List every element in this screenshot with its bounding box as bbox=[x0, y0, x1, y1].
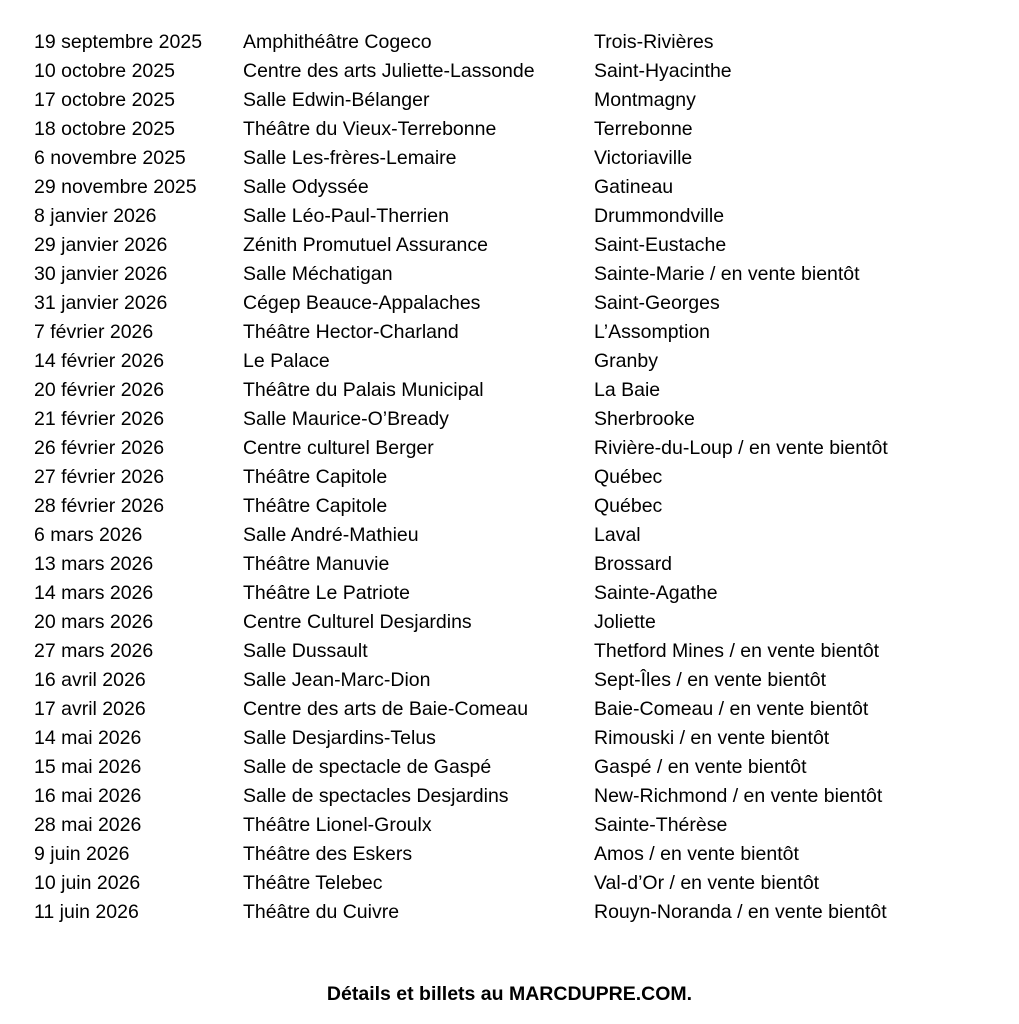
city-name: Baie-Comeau / en vente bientôt bbox=[594, 698, 869, 720]
schedule-row bbox=[34, 144, 994, 173]
venue-name: Salle Desjardins-Telus bbox=[243, 727, 436, 749]
show-date: 15 mai 2026 bbox=[34, 756, 142, 778]
venue-name: Salle Léo-Paul-Therrien bbox=[243, 205, 449, 227]
schedule-row bbox=[34, 115, 994, 144]
schedule-row bbox=[34, 173, 994, 202]
venue-name: Théâtre Lionel-Groulx bbox=[243, 814, 432, 836]
schedule-row bbox=[34, 637, 994, 666]
show-date: 10 octobre 2025 bbox=[34, 60, 175, 82]
schedule-row bbox=[34, 724, 994, 753]
schedule-row bbox=[34, 898, 994, 927]
show-date: 6 mars 2026 bbox=[34, 524, 143, 546]
show-date: 17 octobre 2025 bbox=[34, 89, 175, 111]
schedule-row bbox=[34, 289, 994, 318]
city-name: L’Assomption bbox=[594, 321, 710, 343]
show-date: 27 février 2026 bbox=[34, 466, 165, 488]
city-name: Sherbrooke bbox=[594, 408, 695, 430]
venue-name: Salle André-Mathieu bbox=[243, 524, 419, 546]
venue-name: Théâtre Le Patriote bbox=[243, 582, 410, 604]
show-date: 19 septembre 2025 bbox=[34, 31, 203, 53]
show-date: 27 mars 2026 bbox=[34, 640, 154, 662]
schedule-row bbox=[34, 260, 994, 289]
venue-name: Théâtre des Eskers bbox=[243, 843, 413, 865]
show-date: 16 mai 2026 bbox=[34, 785, 142, 807]
venue-name: Théâtre du Palais Municipal bbox=[243, 379, 484, 401]
city-name: Thetford Mines / en vente bientôt bbox=[594, 640, 880, 662]
city-name: Sainte-Thérèse bbox=[594, 814, 728, 836]
venue-name: Zénith Promutuel Assurance bbox=[243, 234, 488, 256]
show-date: 14 mai 2026 bbox=[34, 727, 142, 749]
city-name: Saint-Eustache bbox=[594, 234, 727, 256]
schedule-row bbox=[34, 492, 994, 521]
city-name: La Baie bbox=[594, 379, 661, 401]
schedule-row bbox=[34, 811, 994, 840]
schedule-row bbox=[34, 840, 994, 869]
show-date: 29 novembre 2025 bbox=[34, 176, 197, 198]
schedule-row bbox=[34, 202, 994, 231]
venue-name: Centre des arts Juliette-Lassonde bbox=[243, 60, 535, 82]
schedule-row bbox=[34, 231, 994, 260]
city-name: Amos / en vente bientôt bbox=[594, 843, 799, 865]
show-date: 29 janvier 2026 bbox=[34, 234, 168, 256]
city-name: Val-d’Or / en vente bientôt bbox=[594, 872, 820, 894]
city-name: Sainte-Agathe bbox=[594, 582, 718, 604]
schedule-row bbox=[34, 608, 994, 637]
show-date: 18 octobre 2025 bbox=[34, 118, 175, 140]
venue-name: Centre culturel Berger bbox=[243, 437, 434, 459]
city-name: Gatineau bbox=[594, 176, 674, 198]
venue-name: Centre Culturel Desjardins bbox=[243, 611, 472, 633]
schedule-row bbox=[34, 782, 994, 811]
city-name: Rouyn-Noranda / en vente bientôt bbox=[594, 901, 887, 923]
city-name: Brossard bbox=[594, 553, 673, 575]
schedule-row bbox=[34, 57, 994, 86]
show-date: 20 février 2026 bbox=[34, 379, 165, 401]
city-name: Laval bbox=[594, 524, 641, 546]
show-date: 10 juin 2026 bbox=[34, 872, 141, 894]
venue-name: Centre des arts de Baie-Comeau bbox=[243, 698, 529, 720]
show-date: 14 février 2026 bbox=[34, 350, 165, 372]
show-date: 31 janvier 2026 bbox=[34, 292, 168, 314]
show-date: 17 avril 2026 bbox=[34, 698, 146, 720]
city-name: Saint-Georges bbox=[594, 292, 720, 314]
show-date: 30 janvier 2026 bbox=[34, 263, 168, 285]
city-name: Gaspé / en vente bientôt bbox=[594, 756, 807, 778]
venue-name: Salle Dussault bbox=[243, 640, 368, 662]
schedule-row bbox=[34, 666, 994, 695]
city-name: Terrebonne bbox=[594, 118, 693, 140]
schedule-row bbox=[34, 86, 994, 115]
show-date: 13 mars 2026 bbox=[34, 553, 154, 575]
show-date: 28 février 2026 bbox=[34, 495, 165, 517]
venue-name: Salle Les-frères-Lemaire bbox=[243, 147, 457, 169]
venue-name: Salle Jean-Marc-Dion bbox=[243, 669, 431, 691]
city-name: Sainte-Marie / en vente bientôt bbox=[594, 263, 860, 285]
venue-name: Amphithéâtre Cogeco bbox=[243, 31, 432, 53]
show-date: 21 février 2026 bbox=[34, 408, 165, 430]
schedule-row bbox=[34, 318, 994, 347]
venue-name: Théâtre Telebec bbox=[243, 872, 383, 894]
venue-name: Théâtre Capitole bbox=[243, 495, 388, 517]
schedule-row bbox=[34, 550, 994, 579]
city-name: Rivière-du-Loup / en vente bientôt bbox=[594, 437, 888, 459]
city-name: Québec bbox=[594, 495, 663, 517]
venue-name: Théâtre du Vieux-Terrebonne bbox=[243, 118, 497, 140]
city-name: Joliette bbox=[594, 611, 656, 633]
schedule-row bbox=[34, 463, 994, 492]
venue-name: Salle Méchatigan bbox=[243, 263, 393, 285]
schedule-row bbox=[34, 434, 994, 463]
show-date: 14 mars 2026 bbox=[34, 582, 154, 604]
venue-name: Salle Edwin-Bélanger bbox=[243, 89, 430, 111]
show-date: 20 mars 2026 bbox=[34, 611, 154, 633]
venue-name: Théâtre du Cuivre bbox=[243, 901, 400, 923]
show-date: 9 juin 2026 bbox=[34, 843, 130, 865]
venue-name: Cégep Beauce-Appalaches bbox=[243, 292, 481, 314]
venue-name: Salle de spectacle de Gaspé bbox=[243, 756, 492, 778]
venue-name: Salle de spectacles Desjardins bbox=[243, 785, 509, 807]
city-name: New-Richmond / en vente bientôt bbox=[594, 785, 883, 807]
schedule-row bbox=[34, 869, 994, 898]
show-date: 28 mai 2026 bbox=[34, 814, 142, 836]
schedule-row bbox=[34, 347, 994, 376]
show-date: 26 février 2026 bbox=[34, 437, 165, 459]
city-name: Québec bbox=[594, 466, 663, 488]
venue-name: Salle Maurice-O’Bready bbox=[243, 408, 449, 430]
tour-schedule bbox=[34, 28, 994, 927]
venue-name: Théâtre Hector-Charland bbox=[243, 321, 459, 343]
schedule-row bbox=[34, 695, 994, 724]
venue-name: Salle Odyssée bbox=[243, 176, 369, 198]
city-name: Saint-Hyacinthe bbox=[594, 60, 732, 82]
venue-name: Théâtre Capitole bbox=[243, 466, 388, 488]
city-name: Granby bbox=[594, 350, 658, 372]
schedule-row bbox=[34, 521, 994, 550]
show-date: 6 novembre 2025 bbox=[34, 147, 186, 169]
city-name: Sept-Îles / en vente bientôt bbox=[594, 669, 826, 691]
venue-name: Théâtre Manuvie bbox=[243, 553, 390, 575]
show-date: 16 avril 2026 bbox=[34, 669, 146, 691]
schedule-row bbox=[34, 376, 994, 405]
city-name: Victoriaville bbox=[594, 147, 693, 169]
show-date: 11 juin 2026 bbox=[34, 901, 139, 923]
city-name: Drummondville bbox=[594, 205, 725, 227]
schedule-row bbox=[34, 405, 994, 434]
city-name: Montmagny bbox=[594, 89, 696, 111]
venue-name: Le Palace bbox=[243, 350, 330, 372]
schedule-row bbox=[34, 579, 994, 608]
show-date: 7 février 2026 bbox=[34, 321, 154, 343]
show-date: 8 janvier 2026 bbox=[34, 205, 157, 227]
schedule-row bbox=[34, 28, 994, 57]
schedule-row bbox=[34, 753, 994, 782]
footer-note: Détails et billets au MARCDUPRE.COM. bbox=[326, 983, 693, 1005]
city-name: Trois-Rivières bbox=[594, 31, 714, 53]
city-name: Rimouski / en vente bientôt bbox=[594, 727, 830, 749]
